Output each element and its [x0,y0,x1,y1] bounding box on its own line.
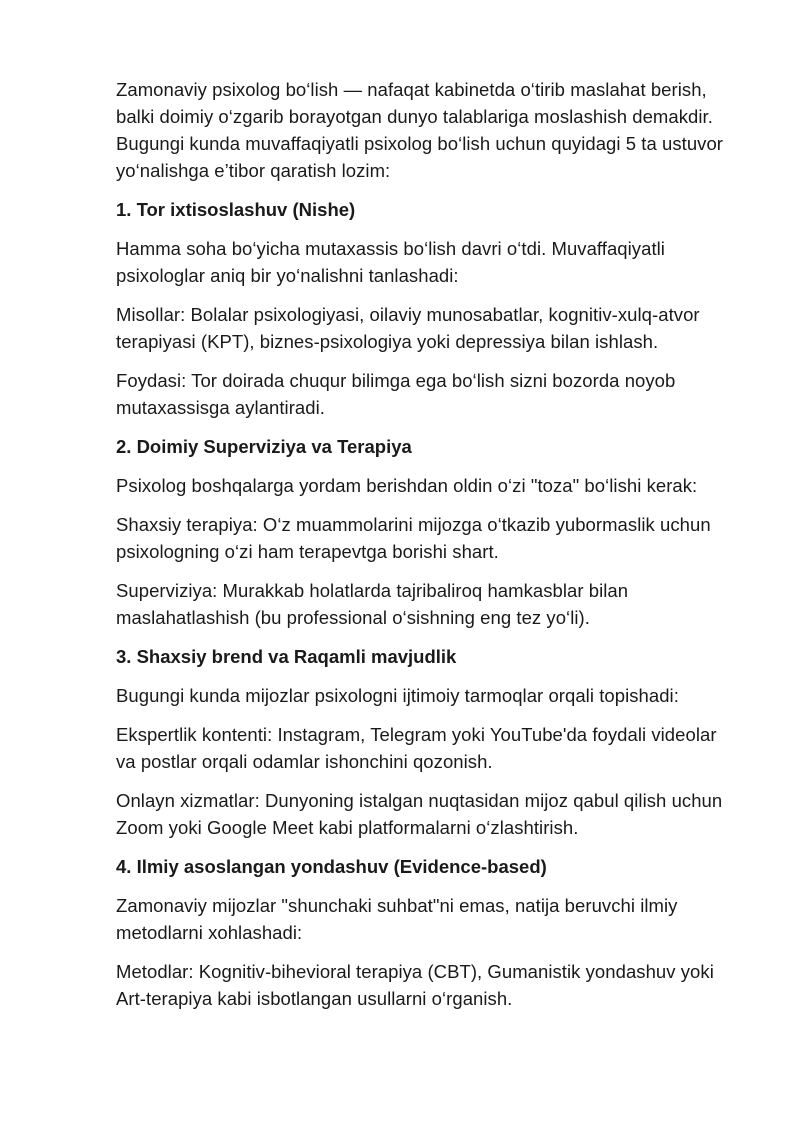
section-heading: 3. Shaxsiy brend va Raqamli mavjudlik [116,646,457,667]
intro-paragraph: Zamonaviy psixolog bo‘lish — nafaqat kabinetda o‘tirib maslahat berish, balki doimiy o‘zgarib borayotgan dunyo talablariga moslashish demakdir. Bugungi kunda muvaffaqiyatli psixolog bo‘lish uchun quyidagi 5 ta ustuvor yo‘nalishga e’tibor qaratish lozim: [116,79,724,181]
section-paragraph: Metodlar: Kognitiv-bihevioral terapiya (CBT), Gumanistik yondashuv yoki Art-terapiya kabi isbotlangan usullarni o‘rganish. [116,961,714,1009]
section-heading: 4. Ilmiy asoslangan yondashuv (Evidence-based) [116,856,547,877]
section-paragraph: Psixolog boshqalarga yordam berishdan oldin o‘zi "toza" bo‘lishi kerak: [116,475,698,496]
section-paragraph: Foydasi: Tor doirada chuqur bilimga ega bo‘lish sizni bozorda noyob mutaxassisga aylantiradi. [116,370,676,418]
document-page [116,76,736,1024]
section-paragraph: Bugungi kunda mijozlar psixologni ijtimoiy tarmoqlar orqali topishadi: [116,685,679,706]
section-paragraph: Hamma soha bo‘yicha mutaxassis bo‘lish davri o‘tdi. Muvaffaqiyatli psixologlar aniq bir yo‘nalishni tanlashadi: [116,238,665,286]
section-heading: 2. Doimiy Superviziya va Terapiya [116,436,412,457]
section-paragraph: Shaxsiy terapiya: O‘z muammolarini mijozga o‘tkazib yubormaslik uchun psixologning o‘zi ham terapevtga borishi shart. [116,514,711,562]
section-2 [116,433,736,631]
section-4 [116,853,736,1012]
section-paragraph: Ekspertlik kontenti: Instagram, Telegram yoki YouTube'da foydali videolar va postlar orqali odamlar ishonchini qozonish. [116,724,717,772]
section-paragraph: Zamonaviy mijozlar "shunchaki suhbat"ni emas, natija beruvchi ilmiy metodlarni xohlashadi: [116,895,678,943]
section-paragraph: Superviziya: Murakkab holatlarda tajribaliroq hamkasblar bilan maslahatlashish (bu professional o‘sishning eng tez yo‘li). [116,580,629,628]
section-heading: 1. Tor ixtisoslashuv (Nishe) [116,199,356,220]
section-1 [116,196,736,421]
section-paragraph: Onlayn xizmatlar: Dunyoning istalgan nuqtasidan mijoz qabul qilish uchun Zoom yoki Google Meet kabi platformalarni o‘zlashtirish. [116,790,723,838]
section-3 [116,643,736,841]
section-paragraph: Misollar: Bolalar psixologiyasi, oilaviy munosabatlar, kognitiv-xulq-atvor terapiyasi (KPT), biznes-psixologiya yoki depressiya bilan ishlash. [116,304,700,352]
